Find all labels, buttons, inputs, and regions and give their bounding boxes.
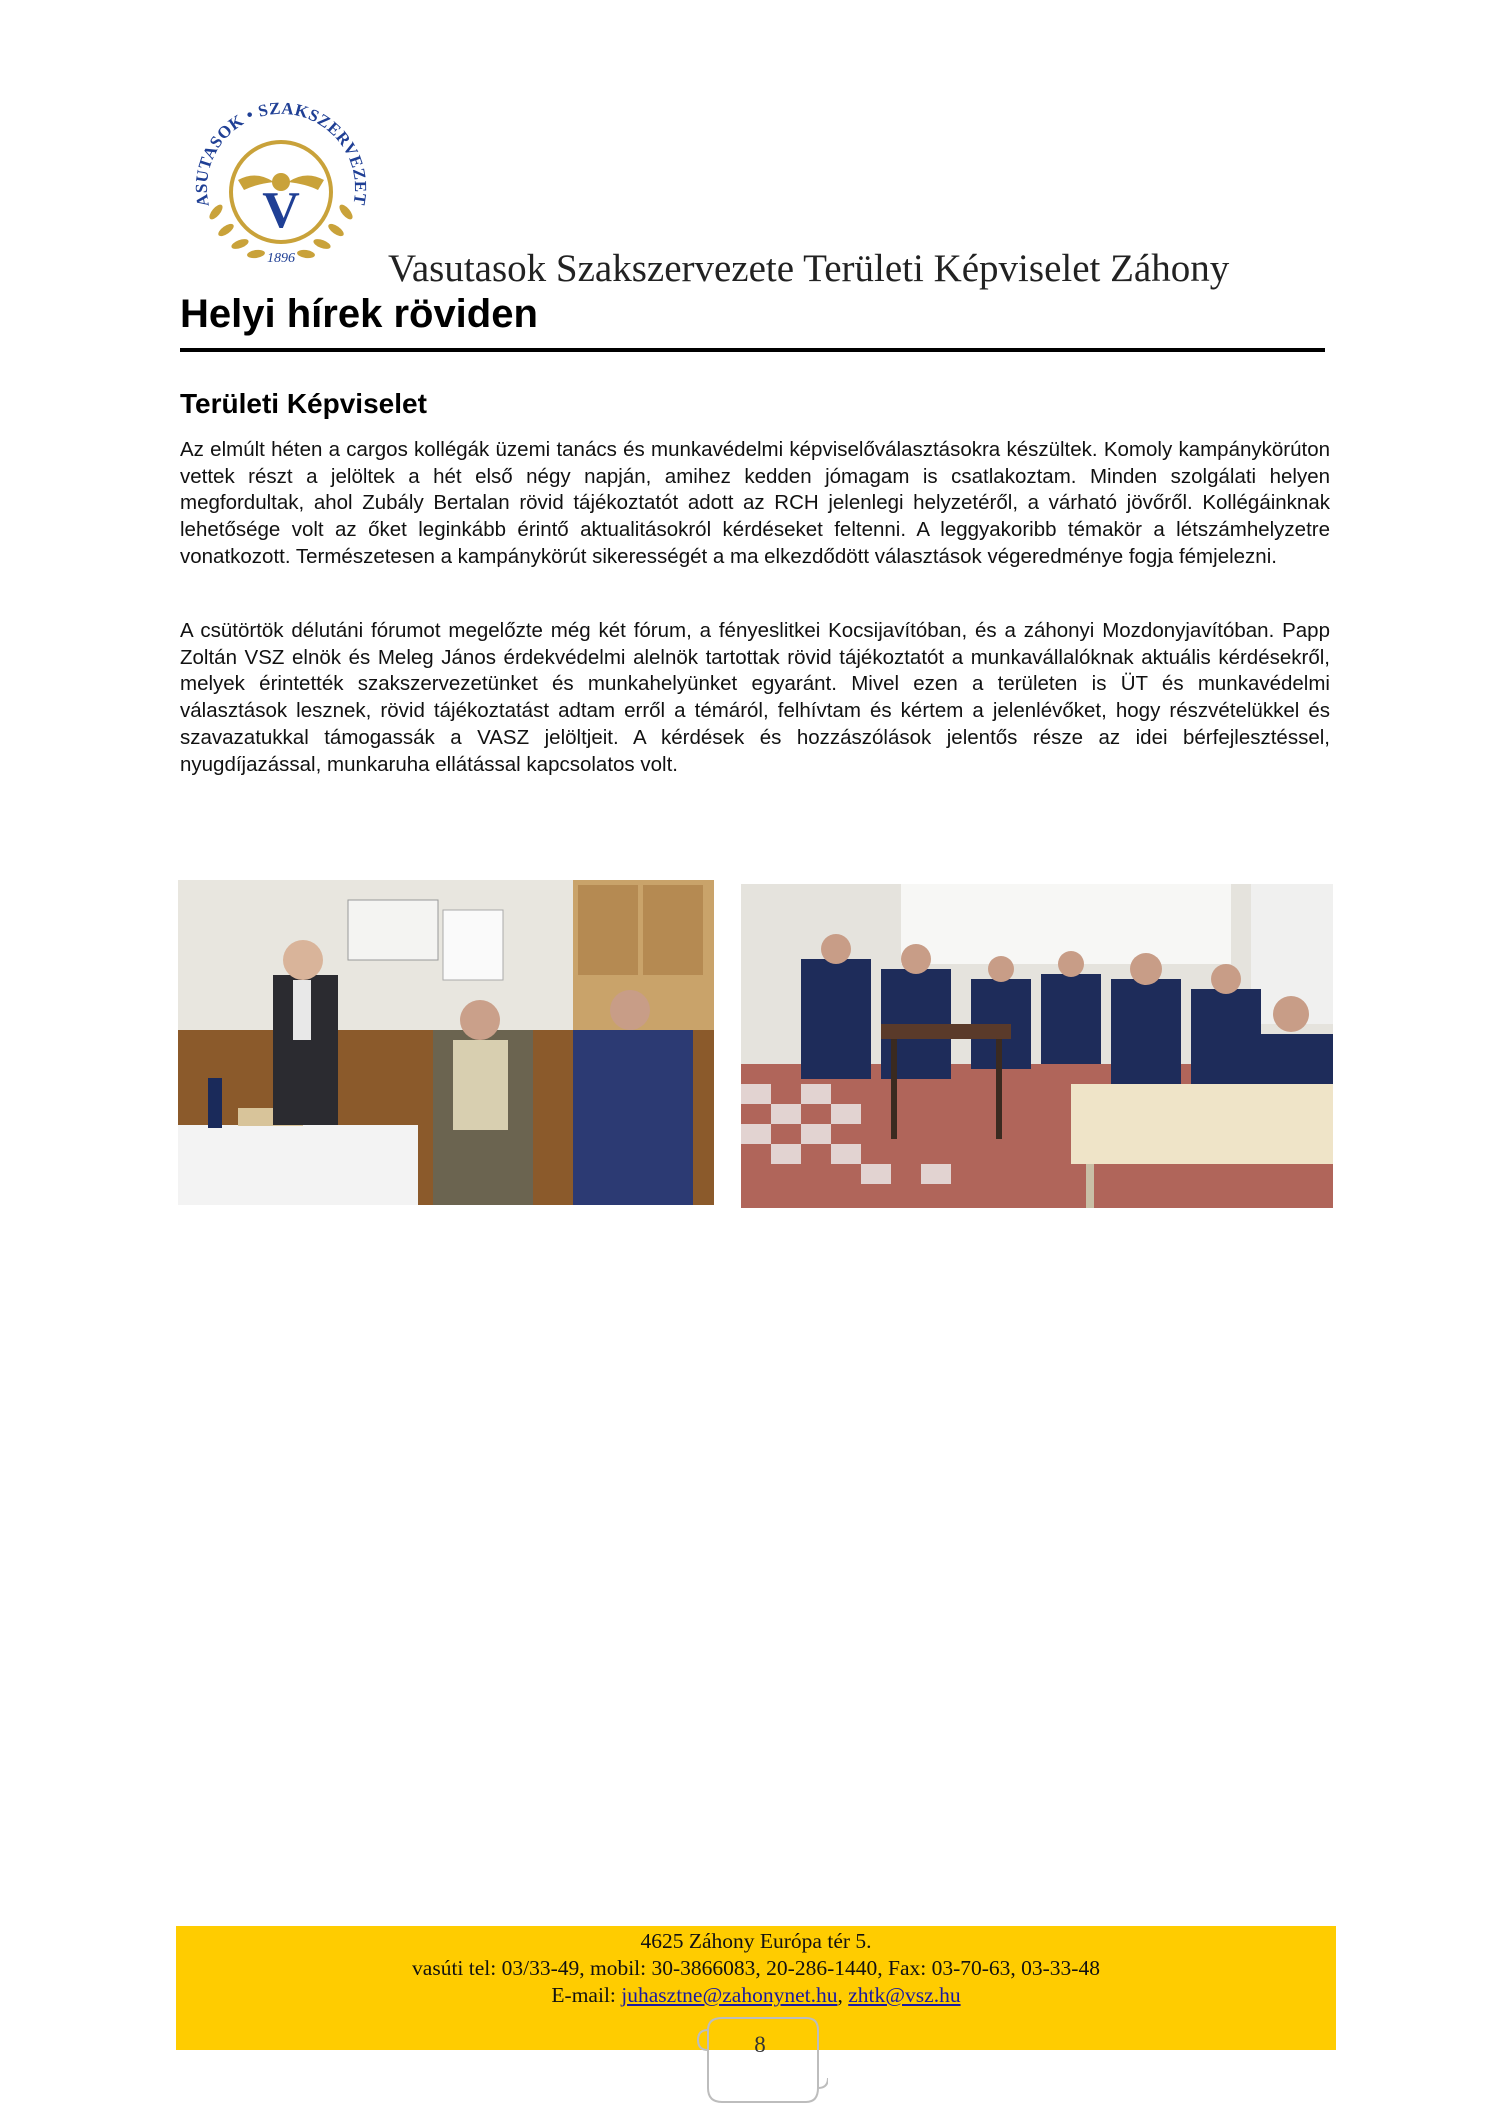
section-title: Területi Képviselet — [180, 388, 427, 419]
email-link-2[interactable]: zhtk@vsz.hu — [848, 1983, 961, 2007]
forum-speaker-photo — [178, 880, 714, 1205]
logo-year: 1896 — [267, 251, 295, 266]
forum-audience-photo — [741, 884, 1333, 1208]
article-paragraph-2 — [180, 618, 1330, 778]
email-separator: , — [837, 1983, 843, 2007]
organization-title: Vasutasok Szakszervezete Területi Képviselet Záhony — [388, 247, 1230, 290]
email-link-1[interactable]: juhasztne@zahonynet.hu — [621, 1983, 838, 2007]
scroll-icon — [688, 2010, 828, 2110]
article-paragraph-1 — [180, 437, 1330, 571]
heading-divider — [180, 348, 1325, 352]
paragraph-text: A csütörtök délutáni fórumot megelőzte még két fórum, a fényeslitkei Kocsijavítóban, és a záhonyi Mozdonyjavítóban. Papp Zoltán VSZ elnök és Meleg János érdekvédelmi alelnök tartottak rövid tájékoztatót a munkavállalóknak aktuális kérdésekről, melyek érintették szakszervezetünket és munkahelyünket egyaránt. Mivel ezen a területen is ÜT és munkavédelmi választások lesznek, rövid tájékoztatást adtam erről a témáról, felhívtam és kértem a jelenlévőket, hogy részvételükkel és szavazatukkal támogassák a VASZ jelöltjeit. A kérdések és hozzászólások jelentős része az idei bérfejlesztéssel, nyugdíjazással, munkaruha ellátással kapcsolatos volt. — [180, 619, 1330, 776]
paragraph-text: Az elmúlt héten a cargos kollégák üzemi tanács és munkavédelmi képviselőválasztásokra készültek. Komoly kampánykörúton vettek részt a jelöltek a hét első négy napján, amihez kedden jómagam is csatlakoztam. Minden szolgálati helyen megfordultak, ahol Zubály Bertalan rövid tájékoztatót adott az RCH jelenlegi helyzetéről, a várható jövőről. Kollégáinknak lehetősége volt az őket leginkább érintő aktualitásokról kérdéseket feltenni. A leggyakoribb témakör a létszámhelyzetre vonatkozott. Természetesen a kampánykörút sikerességét a ma elkezdődött választások végeredménye fogja fémjelezni. — [180, 438, 1330, 568]
logo-letter: V — [262, 182, 300, 239]
footer-email — [176, 1983, 1336, 2008]
footer-address: 4625 Záhony Európa tér 5. — [640, 1929, 872, 1953]
footer-phones: vasúti tel: 03/33-49, mobil: 30-3866083, 20-286-1440, Fax: 03-70-63, 03-33-48 — [412, 1956, 1100, 1980]
page-heading: Helyi hírek röviden — [180, 292, 538, 336]
logo-arc-text: ASUTASOK • SZAKSZERVEZET — [191, 98, 371, 209]
page-number: 8 — [754, 2032, 766, 2057]
email-label: E-mail: — [551, 1983, 616, 2007]
union-logo — [186, 92, 376, 282]
